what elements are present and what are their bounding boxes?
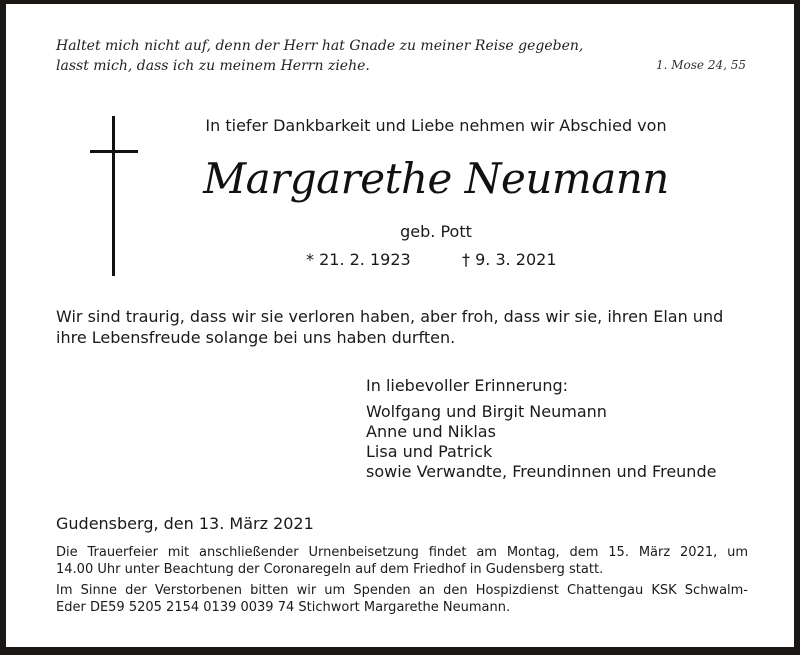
memory-heading: In liebevoller Erinnerung: — [366, 376, 568, 395]
funeral-notice-line-1: Die Trauerfeier mit anschließender Urnenbeisetzung findet am Montag, dem 15. März 2021, um — [56, 545, 748, 560]
quote-line-1: Haltet mich nicht auf, denn der Herr hat Gnade zu meiner Reise gegeben, — [56, 38, 584, 54]
birth-date: * 21. 2. 1923 — [306, 250, 411, 269]
death-date: † 9. 3. 2021 — [462, 250, 557, 269]
intro-text: In tiefer Dankbarkeit und Liebe nehmen wir Abschied von — [205, 116, 667, 135]
message-line-2: ihre Lebensfreude solange bei uns haben durften. — [56, 328, 456, 347]
place-date: Gudensberg, den 13. März 2021 — [56, 514, 314, 533]
message-line-1: Wir sind traurig, dass wir sie verloren haben, aber froh, dass wir sie, ihren Elan und — [56, 307, 724, 326]
message-paragraph — [56, 306, 746, 348]
funeral-notice-line-2: 14.00 Uhr unter Beachtung der Coronaregeln auf dem Friedhof in Gudensberg statt. — [56, 562, 604, 577]
quote-reference: 1. Mose 24, 55 — [655, 58, 746, 72]
mourner-line: sowie Verwandte, Freundinnen und Freunde — [366, 462, 717, 481]
donation-notice-line-2: Eder DE59 5205 2154 0139 0039 74 Stichwort Margarethe Neumann. — [56, 600, 511, 615]
maiden-name: geb. Pott — [400, 222, 472, 241]
deceased-name: Margarethe Neumann — [203, 154, 669, 203]
quote-line-2: lasst mich, dass ich zu meinem Herrn ziehe. — [56, 58, 370, 74]
mourner-line: Lisa und Patrick — [366, 442, 493, 461]
bible-quote — [56, 36, 584, 76]
mourner-line: Wolfgang und Birgit Neumann — [366, 402, 607, 421]
funeral-notice — [56, 544, 748, 578]
donation-notice-line-1: Im Sinne der Verstorbenen bitten wir um Spenden an den Hospizdienst Chattengau KSK Schwalm- — [56, 583, 748, 598]
obituary-page — [6, 4, 794, 647]
donation-notice — [56, 582, 748, 616]
mourners-list — [366, 402, 716, 482]
mourner-line: Anne und Niklas — [366, 422, 496, 441]
